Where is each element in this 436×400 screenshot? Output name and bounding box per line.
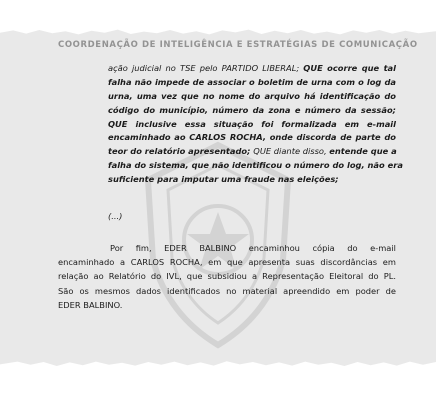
- quote-line: [108, 118, 396, 132]
- quote-text: ação judicial no TSE pelo PARTIDO LIBERAL;: [108, 63, 304, 73]
- body-line: São os mesmos dados identificados no material apreendido em poder de: [58, 285, 396, 296]
- body-line: Por fim, EDER BALBINO encaminhou cópia do e-mail: [110, 243, 396, 253]
- quote-emphasis: QUE ocorre que tal: [303, 63, 396, 73]
- quote-emphasis: falha do sistema, que não identificou o número do log, não era: [108, 160, 403, 171]
- quote-line: [108, 131, 396, 145]
- ellipsis: (...): [108, 211, 123, 221]
- body-line: encaminhado a CARLOS ROCHA, em que apresenta suas discordâncias em: [58, 257, 396, 268]
- quote-line: [108, 159, 403, 173]
- quote-emphasis: suficiente para imputar uma fraude nas eleições;: [108, 174, 339, 185]
- quote-emphasis: QUE inclusive essa situação foi formalizada em e-mail: [108, 118, 396, 129]
- body-line: relação ao Relatório do IVL, que subsidiou a Representação Eleitoral do PL.: [58, 271, 396, 282]
- quoted-testimony: [108, 62, 403, 187]
- quote-emphasis: teor do relatório apresentado;: [108, 146, 254, 157]
- body-line: EDER BALBINO.: [58, 299, 123, 310]
- quote-emphasis: código do município, número da zona e número da sessão;: [108, 104, 396, 115]
- quote-line: [108, 90, 396, 104]
- body-paragraph: [58, 241, 396, 312]
- quote-line: [108, 104, 396, 118]
- quote-text: QUE diante disso,: [253, 146, 330, 157]
- document-header: COORDENAÇÃO DE INTELIGÊNCIA E ESTRATÉGIAS DE COMUNICAÇÃO: [58, 40, 418, 50]
- quote-emphasis: falha não impede de associar o boletim de urna com o log da: [108, 76, 396, 87]
- quote-line: [108, 62, 396, 76]
- quote-emphasis: urna, uma vez que no nome do arquivo há identificação do: [108, 90, 396, 101]
- quote-line: [108, 76, 396, 90]
- quote-emphasis: encaminhado ao CARLOS ROCHA, onde discorda de parte do: [108, 132, 396, 143]
- quote-emphasis: entende que a: [329, 146, 397, 157]
- quote-line: [108, 145, 396, 159]
- quote-line: [108, 173, 396, 187]
